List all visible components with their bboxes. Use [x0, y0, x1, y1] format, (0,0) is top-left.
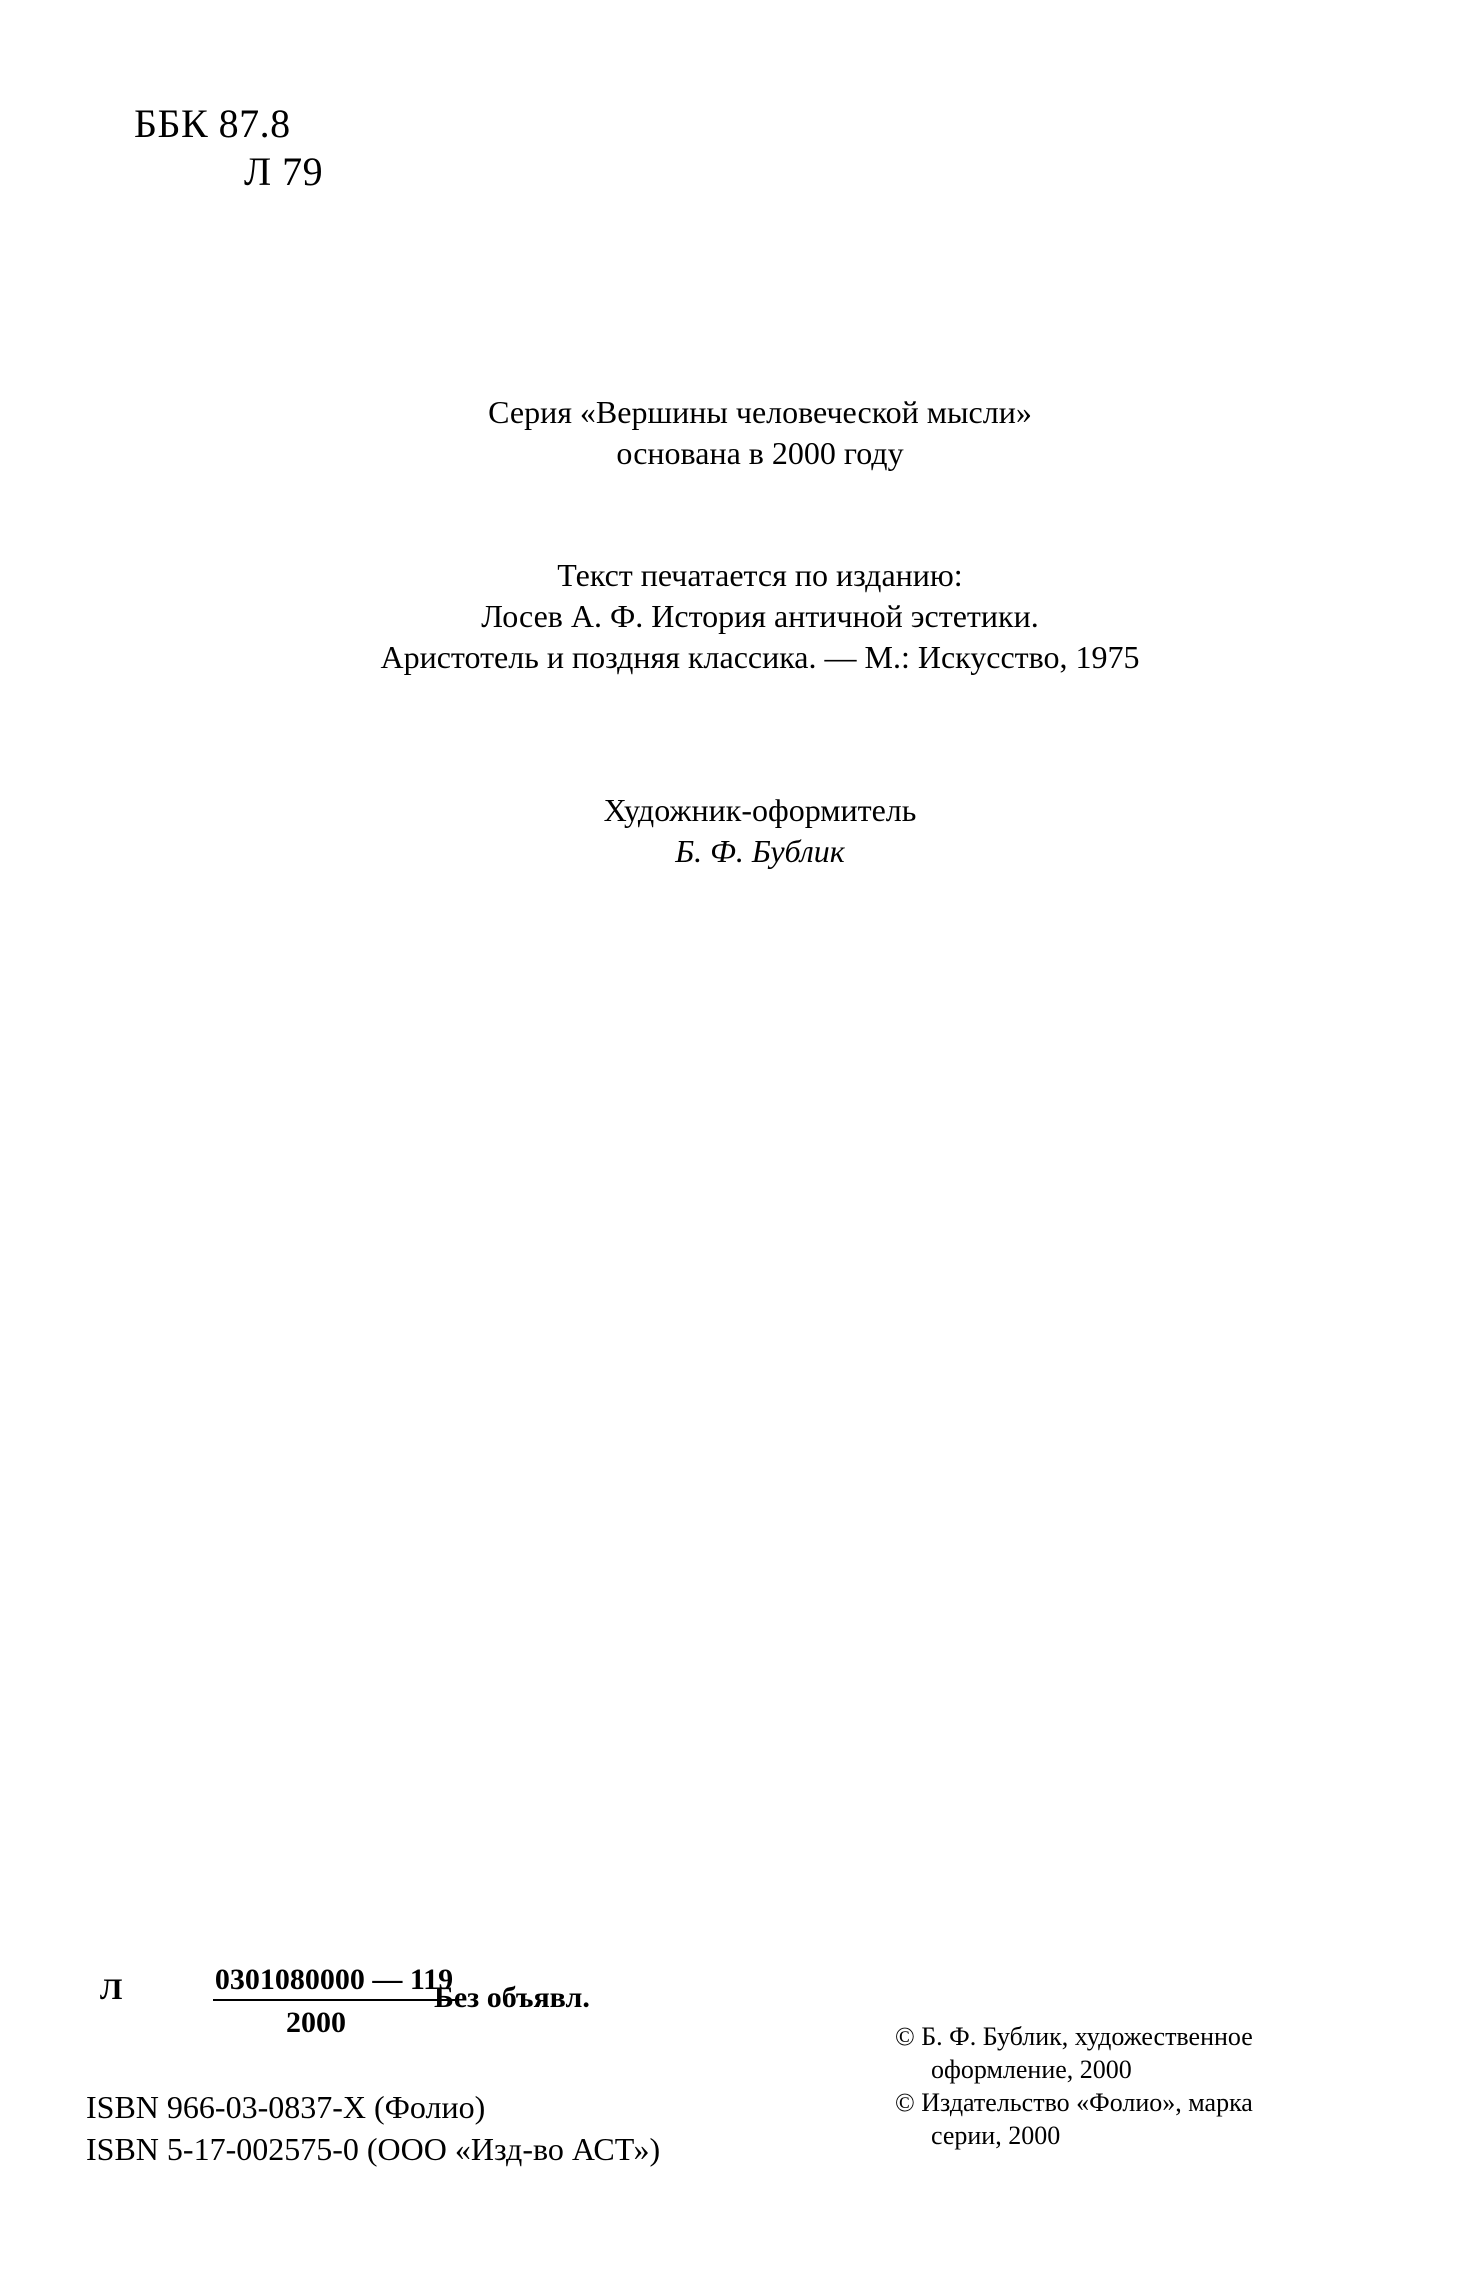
imprint-letter: Л — [100, 1973, 123, 2006]
copyright-item-artist — [895, 2020, 1375, 2086]
imprint-denominator: 2000 — [286, 2006, 346, 2039]
source-line-1: Текст печатается по изданию: — [557, 557, 963, 593]
source-edition — [280, 555, 1240, 678]
source-line-2: Лосев А. Ф. История античной эстетики. — [481, 598, 1039, 634]
imprint-numerator: 0301080000 — 119 — [213, 1962, 455, 2001]
artist-name: Б. Ф. Бублик — [675, 833, 845, 869]
isbn-ast: ISBN 5-17-002575-0 (ООО «Изд-во АСТ») — [86, 2131, 661, 2167]
copyright-item-publisher — [895, 2086, 1375, 2152]
isbn-folio: ISBN 966-03-0837-X (Фолио) — [86, 2089, 486, 2125]
imprint-note: Без объявл. — [434, 1981, 590, 2014]
bbk-code: ББК 87.8 — [134, 101, 291, 146]
series-info — [280, 392, 1240, 474]
copyright-artist-line-1: © Б. Ф. Бублик, художественное — [895, 2022, 1253, 2051]
copyright-artist-line-2: оформление, 2000 — [931, 2055, 1132, 2084]
source-line-3: Аристотель и поздняя классика. — М.: Искусство, 1975 — [380, 639, 1140, 675]
copyright-publisher-line-2: серии, 2000 — [931, 2121, 1061, 2150]
author-mark: Л 79 — [244, 149, 324, 194]
artist-role: Художник-оформитель — [603, 792, 917, 828]
series-line-1: Серия «Вершины человеческой мысли» — [488, 394, 1032, 430]
artist-credit — [280, 790, 1240, 872]
copyright-publisher-line-1: © Издательство «Фолио», марка — [895, 2088, 1253, 2117]
copyright-block — [895, 2020, 1375, 2152]
isbn-block — [86, 2086, 660, 2170]
classification-block — [134, 100, 323, 196]
series-line-2: основана в 2000 году — [616, 435, 904, 471]
